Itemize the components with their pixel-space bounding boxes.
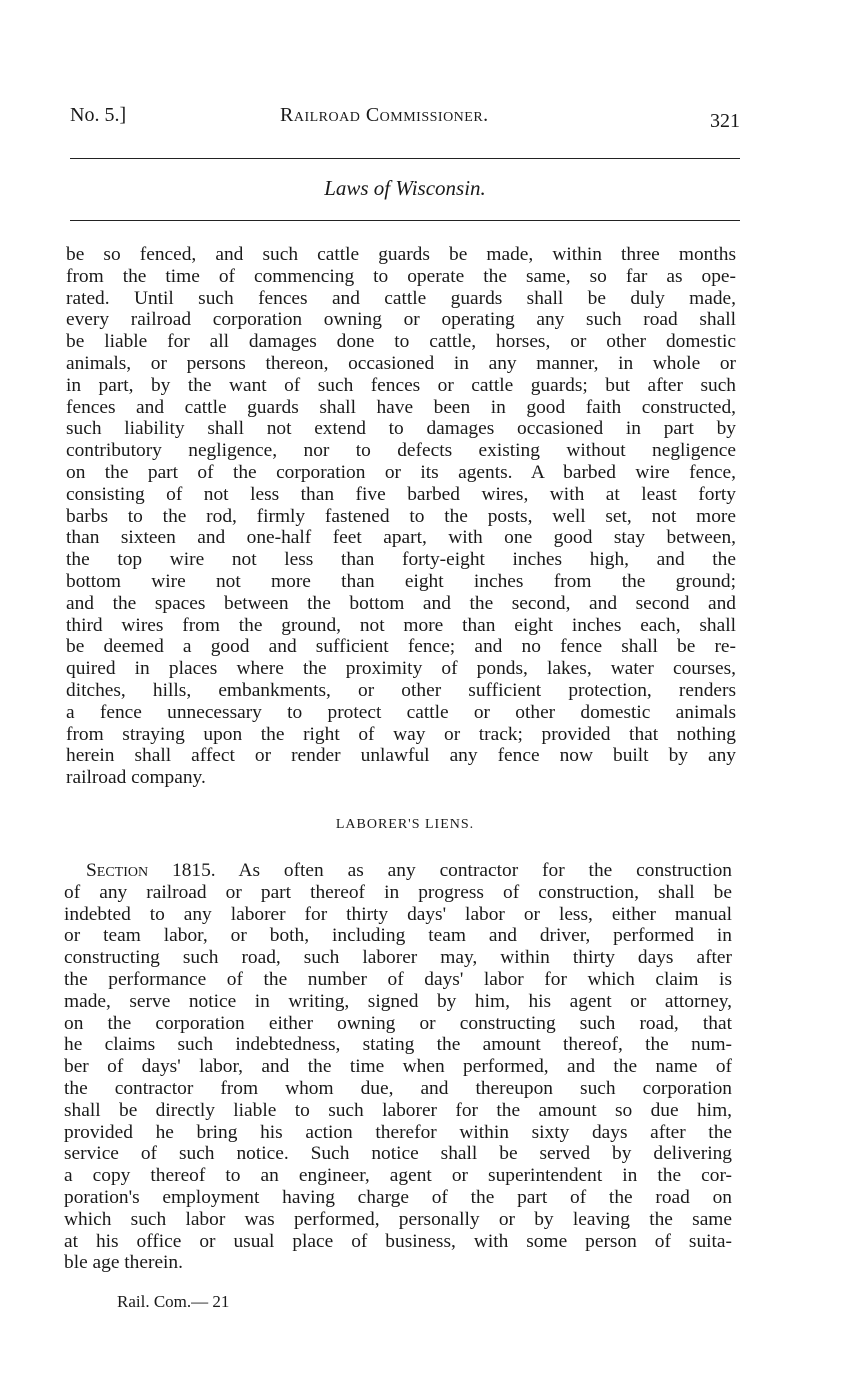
text-line: every railroad corporation owning or operating any such road shall [66, 309, 736, 331]
text-line: service of such notice. Such notice shall be served by delivering [64, 1143, 732, 1165]
bottom-rule [70, 220, 740, 221]
section-label: Section [86, 860, 149, 881]
text-line: third wires from the ground, not more than eight inches each, shall [66, 614, 736, 636]
text-line: railroad company. [66, 767, 206, 789]
text-line: be deemed a good and sufficient fence; and no fence shall be re- [66, 636, 736, 658]
text-line: at his office or usual place of business, with some person of suita- [64, 1230, 732, 1252]
text-line: consisting of not less than five barbed wires, with at least forty [66, 483, 736, 505]
text-line: quired in places where the proximity of ponds, lakes, water courses, [66, 658, 736, 680]
text-line: or team labor, or both, including team and driver, performed in [64, 925, 732, 947]
running-head [70, 104, 740, 134]
text-line: a fence unnecessary to protect cattle or other domestic animals [66, 701, 736, 723]
document-number: No. 5.] [70, 104, 127, 126]
text-line: which such labor was performed, personally or by leaving the same [64, 1208, 732, 1230]
footer-signature: Rail. Com.— 21 [117, 1292, 230, 1311]
text-line: in part, by the want of such fences or cattle guards; but after such [66, 374, 736, 396]
top-rule [70, 158, 740, 159]
paragraph-fencing [66, 244, 736, 789]
page-number: 321 [710, 110, 740, 132]
text-line: than sixteen and one-half feet apart, with one good stay between, [66, 527, 736, 549]
text-line: from straying upon the right of way or track; provided that nothing [66, 723, 736, 745]
subheading: LABORER'S LIENS. [335, 817, 475, 832]
text-line: herein shall affect or render unlawful any fence now built by any [66, 745, 736, 767]
paragraph-first-line [64, 860, 732, 882]
text-line: and the spaces between the bottom and the second, and second and [66, 592, 736, 614]
text-line: be liable for all damages done to cattle, horses, or other domestic [66, 331, 736, 353]
text-line: such liability shall not extend to damages occasioned in part by [66, 418, 736, 440]
text-line: the top wire not less than forty-eight inches high, and the [66, 549, 736, 571]
text-line: ber of days' labor, and the time when performed, and the name of [64, 1056, 732, 1078]
text-line: ditches, hills, embankments, or other sufficient protection, renders [66, 679, 736, 701]
paragraph-laborers-liens [64, 860, 732, 1274]
text-line: from the time of commencing to operate the same, so far as ope- [66, 265, 736, 287]
text-line: made, serve notice in writing, signed by him, his agent or attorney, [64, 990, 732, 1012]
section-title: Laws of Wisconsin. [324, 176, 486, 200]
text-line: bottom wire not more than eight inches from the ground; [66, 570, 736, 592]
text-line: poration's employment having charge of the part of the road on [64, 1186, 732, 1208]
text-line: animals, or persons thereon, occasioned in any manner, in whole or [66, 352, 736, 374]
text-line: contributory negligence, nor to defects existing without negligence [66, 440, 736, 462]
text-line: the performance of the number of days' labor for which claim is [64, 968, 732, 990]
text-line: constructing such road, such laborer may, within thirty days after [64, 947, 732, 969]
running-title: Railroad Commissioner. [280, 104, 489, 126]
text-line: on the part of the corporation or its agents. A barbed wire fence, [66, 461, 736, 483]
text-line: of any railroad or part thereof in progress of construction, shall be [64, 881, 732, 903]
section-first-line-text: 1815. As often as any contractor for the construction [148, 860, 732, 881]
text-line: he claims such indebtedness, stating the amount thereof, the num- [64, 1034, 732, 1056]
text-line: be so fenced, and such cattle guards be made, within three months [66, 244, 736, 265]
text-line: provided he bring his action therefor within sixty days after the [64, 1121, 732, 1143]
text-line: the contractor from whom due, and thereupon such corporation [64, 1077, 732, 1099]
text-line: indebted to any laborer for thirty days' labor or less, either manual [64, 903, 732, 925]
text-line: rated. Until such fences and cattle guards shall be duly made, [66, 287, 736, 309]
text-line: fences and cattle guards shall have been in good faith constructed, [66, 396, 736, 418]
text-line: ble age therein. [64, 1252, 183, 1274]
text-line: shall be directly liable to such laborer for the amount so due him, [64, 1099, 732, 1121]
text-line: a copy thereof to an engineer, agent or superintendent in the cor- [64, 1165, 732, 1187]
text-line: barbs to the rod, firmly fastened to the posts, well set, not more [66, 505, 736, 527]
text-line: on the corporation either owning or constructing such road, that [64, 1012, 732, 1034]
